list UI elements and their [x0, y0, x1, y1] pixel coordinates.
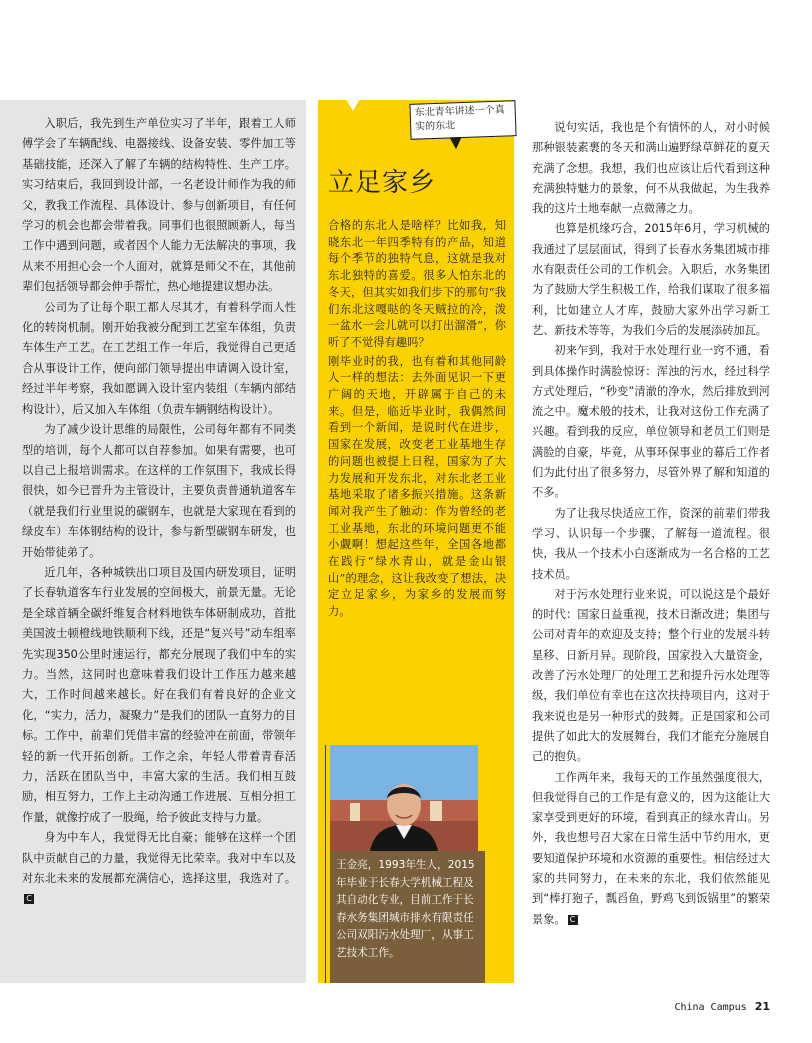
left-paragraph-2: 公司为了让每个职工都人尽其才，有着科学而人性化的转岗机制。刚开始我被分配到工艺室车体组，负责车体生产工艺。在工艺组工作一年后，我觉得自己更适合从事设计工作，便向部门领导提出申请调入设计室，经过半年考察，我如愿调入设计室内装组（车辆内部结构设计），后又加入车体组（负责车辆钢结构设计）。	[22, 300, 296, 416]
speech-bubble-tag: 东北青年讲述一个真实的东北	[409, 100, 516, 140]
left-paragraph-5	[22, 828, 296, 910]
middle-text	[328, 218, 506, 623]
left-paragraph-4: 近几年，各种城铁出口项目及国内研发项目，证明了长春轨道客车行业发展的空间极大，前景无量。无论是全球首辆全碳纤维复合材料地铁车体研制成功，首批美国波士顿橙线地铁顺利下线，还是“复兴号”动车组率先实现350公里时速运行，都充分展现了我们中车的实力。当然，这同时也意味着我们设计工作压力越来越大，工作时间越来越长。好在我们有着良好的企业文化，“实力，活力，凝聚力”是我们的团队一直努力的目标。工作中，前辈们凭借丰富的经验冲在前面，带领年轻的新一代开拓创新。工作之余，年轻人带着青春活力，活跃在团队当中，丰富大家的生活。我们相互鼓励，相互努力，工作上主动沟通工作进展、互相分担工作量，就像拧成了一股绳，给予彼此支持与力量。	[22, 565, 296, 824]
left-paragraph-5-text: 身为中车人，我觉得无比自豪；能够在这样一个团队中贡献自己的力量，我觉得无比荣幸。我对中车以及对东北未来的发展都充满信心，选择这里，我选对了。	[22, 831, 296, 886]
page-footer	[674, 1000, 770, 1013]
end-mark-icon: C	[568, 915, 578, 925]
right-paragraph-2: 也算是机缘巧合，2015年6月，学习机械的我通过了层层面试，得到了长春水务集团城市排水有限责任公司的工作机会。入职后，水务集团为了鼓励大学生积极工作，给我们谋取了很多福利，比如建立人才库，鼓励大家外出学习新工艺、新技术等等，为我们今后的发展添砖加瓦。	[532, 222, 770, 337]
right-paragraph-1: 说句实话，我也是个有情怀的人，对小时候那种银装素裹的冬天和满山遍野绿草鲜花的夏天充满了念想。我想，我们也应该让后代看到这种充满独特魅力的景象，何不从我做起，为生我养我的这片土地奉献一点微薄之力。	[532, 121, 770, 216]
page-number: 21	[754, 1000, 770, 1013]
middle-column	[318, 100, 514, 983]
photo-caption: 王金亮，1993年生人，2015年毕业于长春大学机械工程及其自动化专业，目前工作于长春水务集团城市排水有限责任公司双阳污水处理厂，从事工艺技术工作。	[330, 851, 485, 983]
end-mark-icon: C	[24, 894, 34, 904]
right-paragraph-5: 对于污水处理行业来说，可以说这是个最好的时代：国家日益重视，技术日渐改进；集团与公司对青年的欢迎及支持；整个行业的发展斗转星移、日新月异。现阶段，国家投入大量资金，改善了污水处理厂的处理工艺和提升污水处理等级，我们单位有幸也在这次扶持项目内，这对于我来说也是另一种形式的鼓舞。正是国家和公司提供了如此大的发展舞台，我们才能充分施展自己的抱负。	[532, 587, 770, 764]
section-title: 立足家乡	[328, 168, 437, 198]
right-column	[532, 118, 770, 930]
left-paragraph-3: 为了减少设计思维的局限性，公司每年都有不同类型的培训，每个人都可以自荐参加。如果有需要，也可以自己上报培训需求。在这样的工作氛围下，我成长得很快，如今已晋升为主管设计，主要负责普通轨道客车（就是我们行业里说的碳钢车，也就是大家现在看到的绿皮车）车体钢结构的设计，参与新型碳钢车研发，也开始带徒弟了。	[22, 423, 296, 559]
portrait-photo	[330, 745, 478, 851]
notch-decoration	[346, 99, 360, 111]
right-paragraph-6	[532, 768, 770, 930]
right-paragraph-6-text: 工作两年来，我每天的工作虽然强度很大，但我觉得自己的工作是有意义的，因为这能让大家享受到更好的环境，看到真正的绿水青山。另外，我也想号召大家在日常生活中节约用水，更要知道保护环境和水资源的重要性。相信经过大家的共同努力，在未来的东北，我们依然能见到“棒打狍子，瓢舀鱼，野鸡飞到饭锅里”的繁荣景象。	[532, 770, 770, 926]
magazine-name: China Campus	[674, 1002, 747, 1013]
caption-divider	[325, 745, 326, 983]
left-column	[0, 100, 306, 983]
right-paragraph-4: 为了让我尽快适应工作，资深的前辈们带我学习、认识每一个步骤，了解每一道流程。很快，我从一个技术小白逐渐成为一名合格的工艺技术员。	[532, 506, 770, 581]
middle-paragraph-2: 刚毕业时的我，也有着和其他同龄人一样的想法：去外面见识一下更广阔的天地，开辟属于自己的未来。但是，临近毕业时，我偶然间看到一个新闻，是说时代在进步，国家在发展，改变老工业基地生存的问题也被提上日程，国家为了大力发展和开发东北，对东北老工业基地采取了诸多振兴措施。这条新闻对我产生了触动：作为曾经的老工业基地，东北的环境问题更不能小觑啊！想起这些年，全国各地都在践行“绿水青山，就是金山银山”的理念，这让我改变了想法，决定立足家乡，为家乡的发展而努力。	[328, 354, 506, 619]
portrait-illustration	[330, 745, 478, 851]
middle-paragraph-1: 合格的东北人是啥样？比如我，知晓东北一年四季特有的产品，知道每个季节的独特气息，这就是我对东北独特的喜爱。很多人怕东北的冬天，但其实如我们步下的那句“我们东北这嘎哒的冬天贼拉的冷，泼一盆水一会儿就可以打出溜滑”，你听了不觉得有趣吗？	[328, 219, 506, 349]
right-paragraph-3: 初来乍到，我对于水处理行业一窍不通，看到具体操作时满脸惊讶：浑浊的污水，经过科学方式处理后，“秒变”清澈的净水，然后排放到河流之中。魔术般的技术，让我对这份工作充满了兴趣。看到我的反应，单位领导和老员工们则是满脸的自豪，毕竟，从事环保事业的幕后工作者们为此付出了很多努力，尽管外界了解和知道的不多。	[532, 344, 770, 500]
left-paragraph-1: 入职后，我先到生产单位实习了半年，跟着工人师傅学会了车辆配线、电器接线、设备安装、零件加工等基础技能，还深入了解了车辆的结构特性、生产工序。实习结束后，我回到设计部，一名老设计师作为我的师父，教我工作流程、具体设计、参与创新项目，有任何学习的机会也都会带着我。同事们也很照顾新人，每当工作中遇到问题，或者因个人能力无法解决的事项，我从来不用担心会一个人面对，就算是师父不在，其他前辈们包括领导都会伸手帮忙，热心地提建议想办法。	[22, 117, 296, 294]
